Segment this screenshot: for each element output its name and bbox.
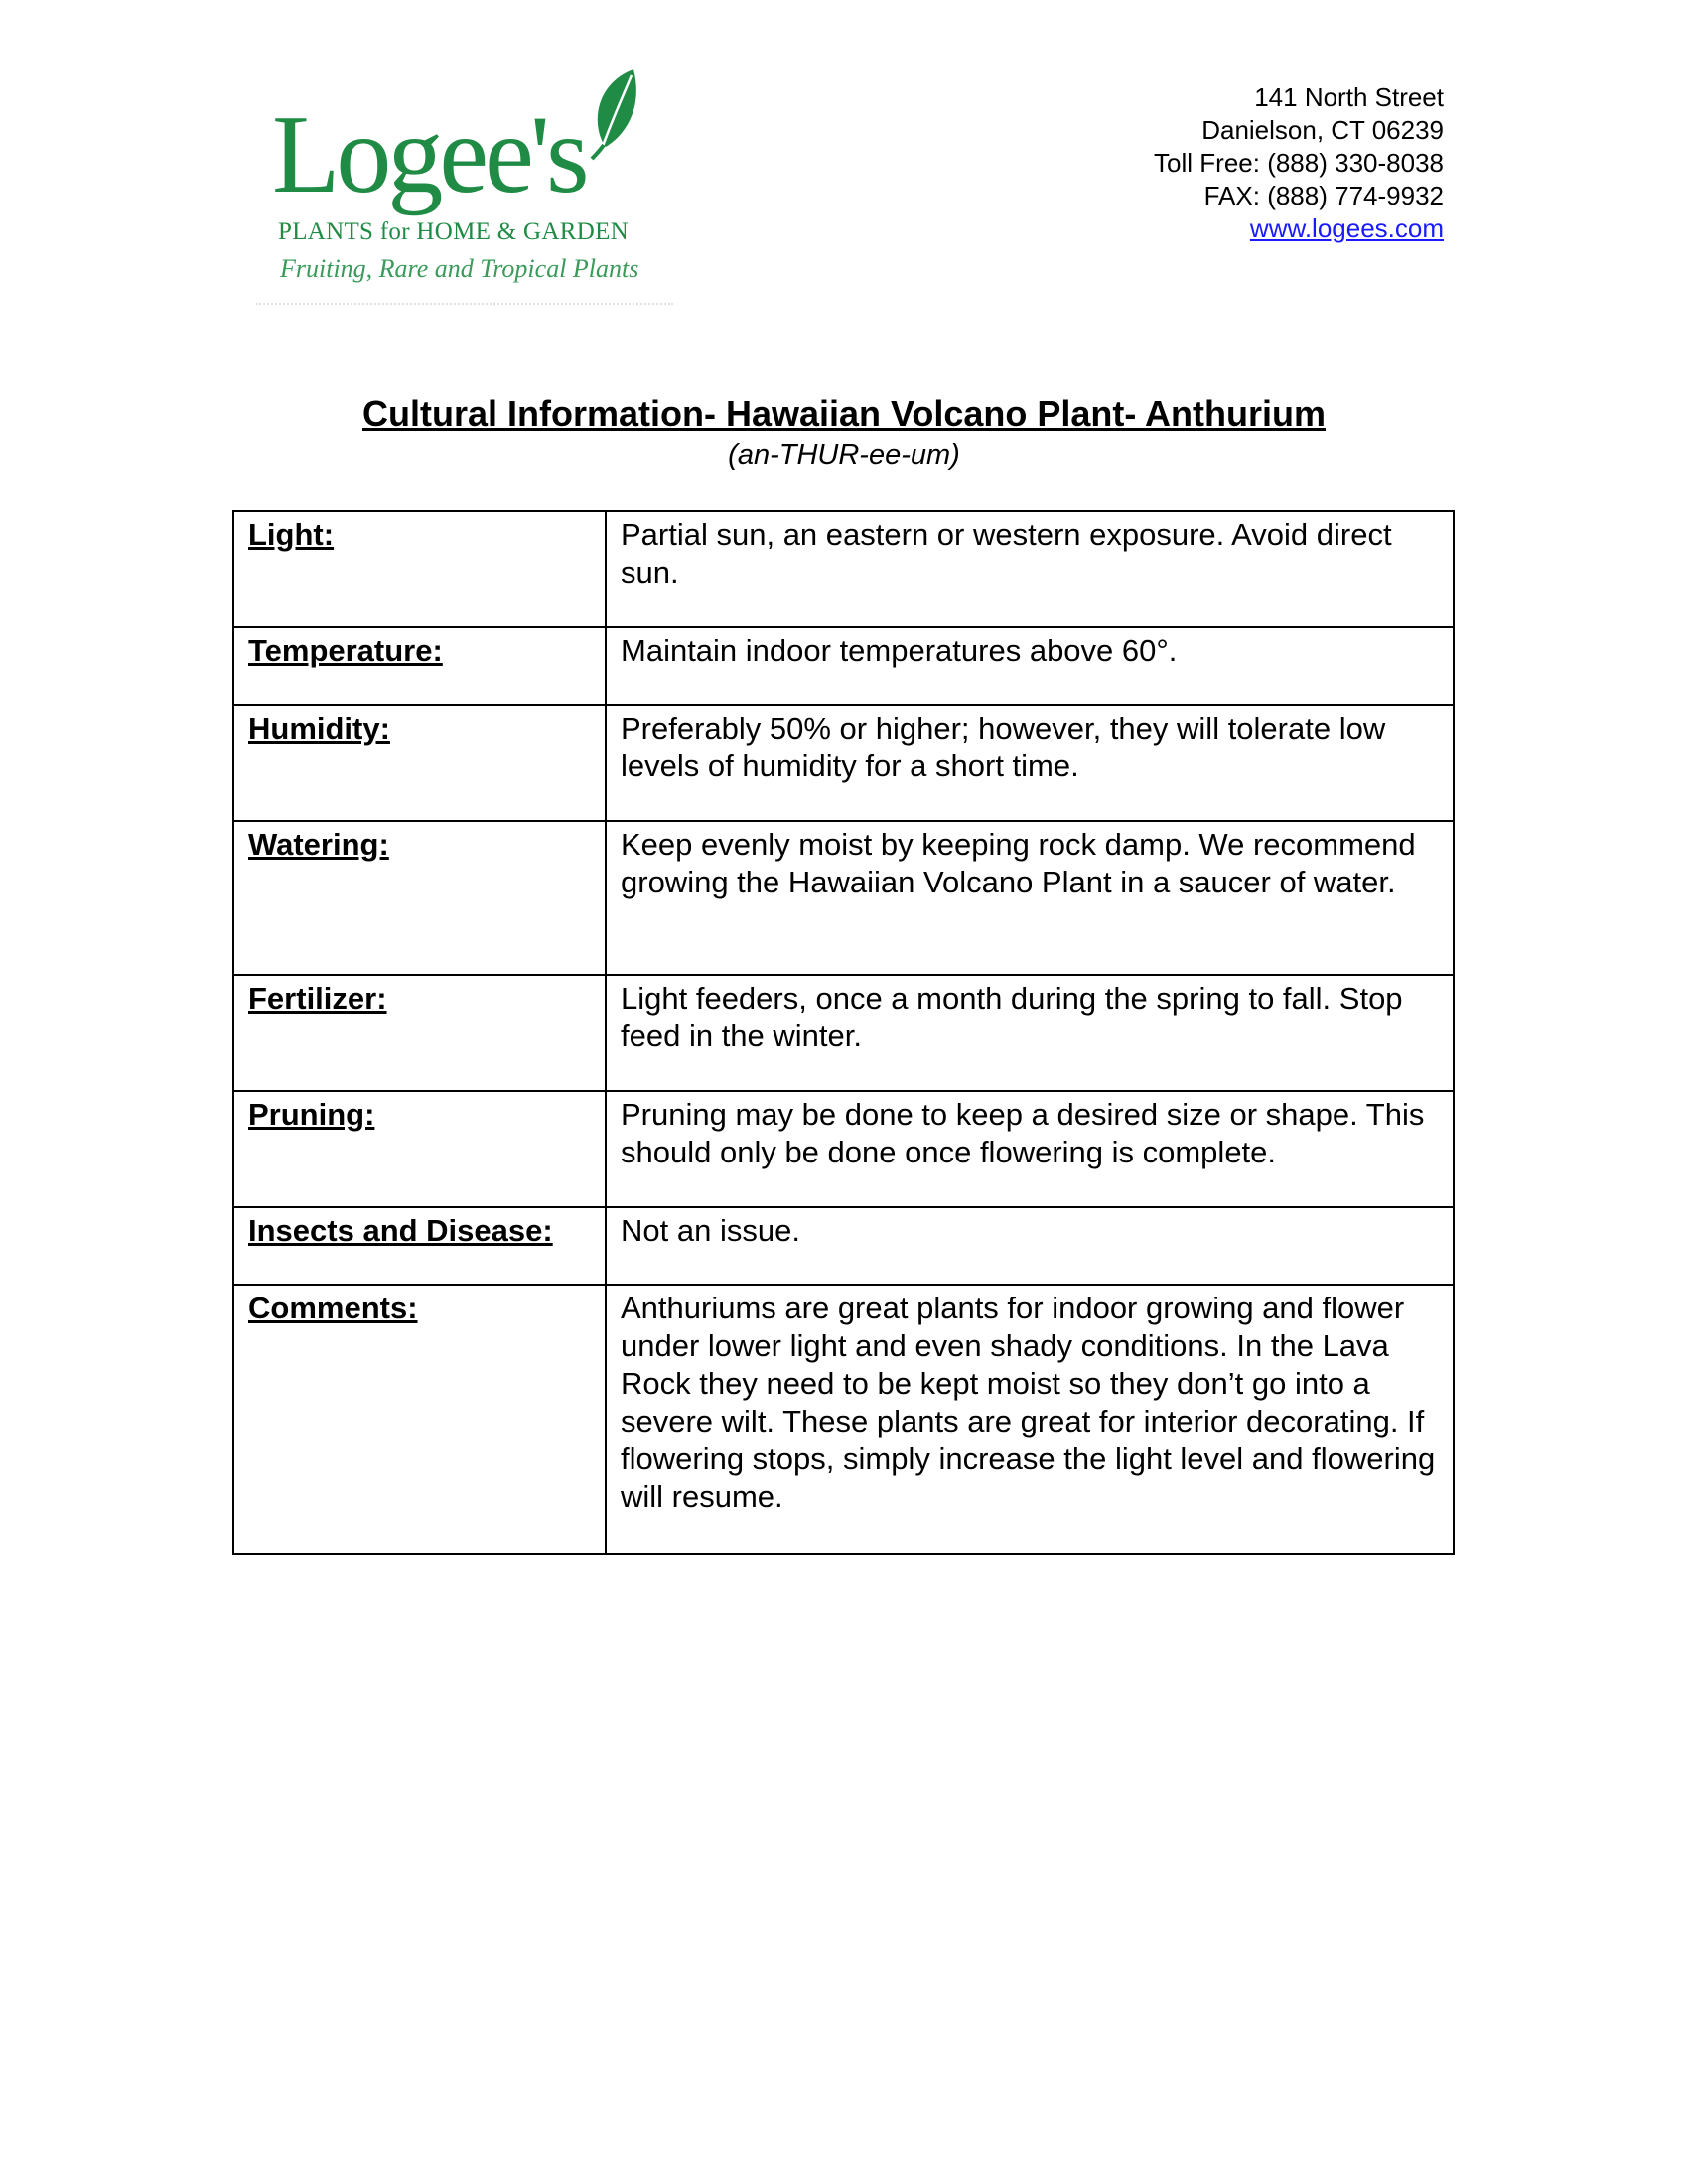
logo-wordmark: Logee's	[272, 93, 586, 216]
row-label: Comments:	[233, 1285, 606, 1554]
table-row	[233, 1285, 1454, 1554]
address-city: Danielson, CT 06239	[1201, 115, 1444, 145]
company-logo	[248, 60, 675, 308]
logo-subtagline: Fruiting, Rare and Tropical Plants	[280, 254, 639, 283]
row-label: Temperature:	[233, 627, 606, 705]
table-row	[233, 975, 1454, 1091]
website-link[interactable]: www.logees.com	[1249, 213, 1444, 243]
table-row	[233, 1091, 1454, 1207]
leaf-icon	[586, 66, 647, 161]
table-row	[233, 511, 1454, 627]
table-row	[233, 1207, 1454, 1285]
row-label: Fertilizer:	[233, 975, 606, 1091]
page-title: Cultural Information- Hawaiian Volcano Plant- Anthurium	[361, 393, 1327, 434]
address-street: 141 North Street	[1254, 82, 1444, 112]
logo-divider	[256, 303, 673, 305]
contact-address	[1154, 81, 1444, 245]
row-label: Pruning:	[233, 1091, 606, 1207]
fax-number: FAX: (888) 774-9932	[1203, 181, 1444, 210]
row-text: Preferably 50% or higher; however, they will tolerate low levels of humidity for a short time.	[606, 705, 1454, 821]
row-label: Insects and Disease:	[233, 1207, 606, 1285]
pronunciation: (an-THUR-ee-um)	[728, 439, 960, 471]
row-text: Maintain indoor temperatures above 60°.	[606, 627, 1454, 705]
row-text: Partial sun, an eastern or western exposure. Avoid direct sun.	[606, 511, 1454, 627]
row-label: Light:	[233, 511, 606, 627]
row-text: Pruning may be done to keep a desired size or shape. This should only be done once flowering is complete.	[606, 1091, 1454, 1207]
row-text: Not an issue.	[606, 1207, 1454, 1285]
row-label: Watering:	[233, 821, 606, 975]
logo-tagline: PLANTS for HOME & GARDEN	[278, 218, 630, 245]
table-row	[233, 705, 1454, 821]
table-row	[233, 627, 1454, 705]
table-row	[233, 821, 1454, 975]
care-info-table	[232, 510, 1455, 1555]
row-text: Anthuriums are great plants for indoor growing and flower under lower light and even shady conditions. In the Lava Rock they need to be kept moist so they don’t go into a severe wilt. These plants are great for interior decorating. If flowering stops, simply increase the light level and flowering will resume.	[606, 1285, 1454, 1554]
row-text: Keep evenly moist by keeping rock damp. We recommend growing the Hawaiian Volcano Plant in a saucer of water.	[606, 821, 1454, 975]
row-text: Light feeders, once a month during the spring to fall. Stop feed in the winter.	[606, 975, 1454, 1091]
row-label: Humidity:	[233, 705, 606, 821]
phone-toll-free: Toll Free: (888) 330-8038	[1154, 148, 1444, 178]
